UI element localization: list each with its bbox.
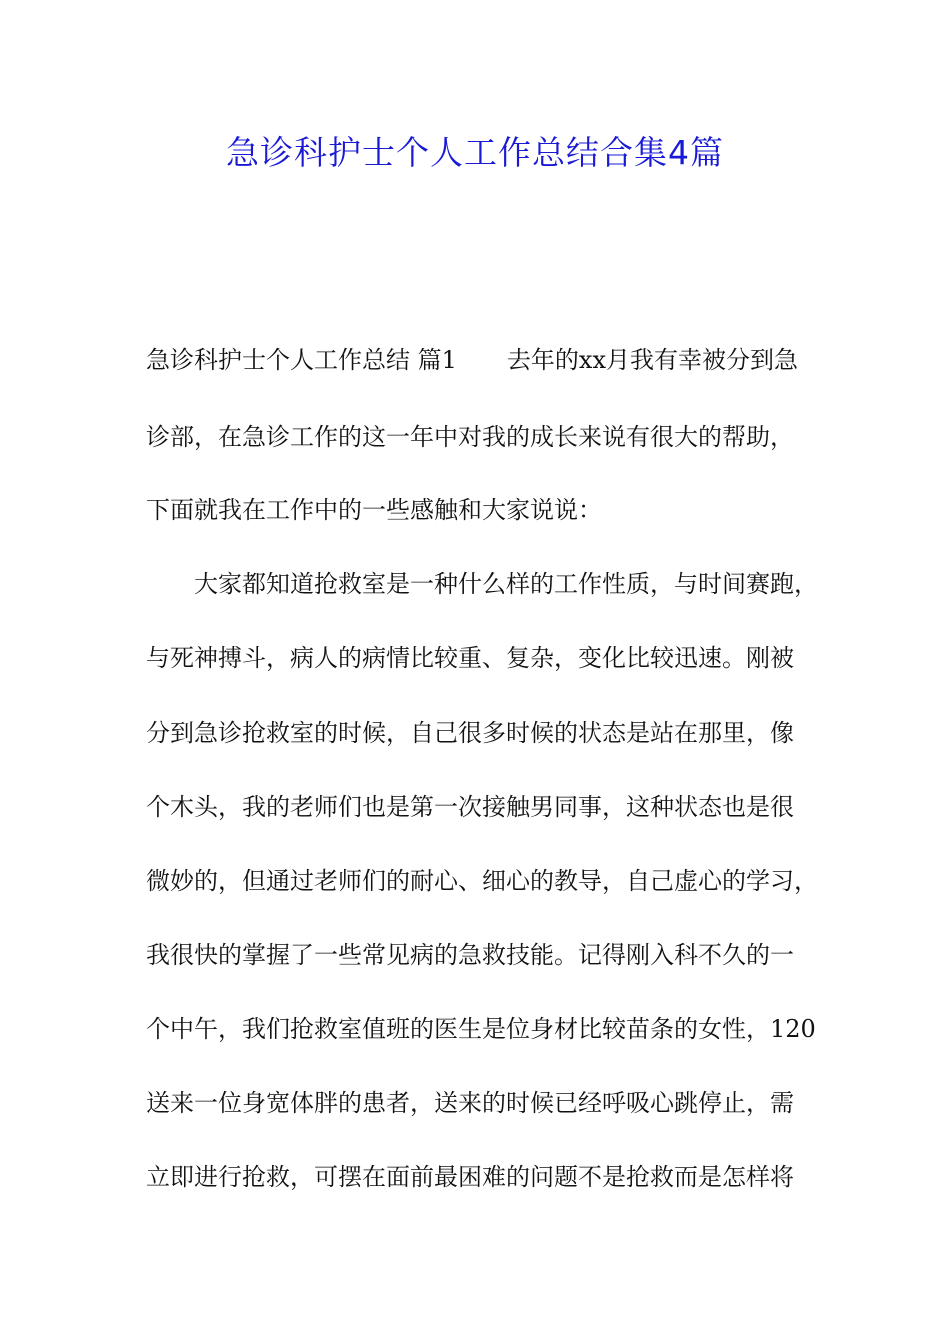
body-line-6: 分到急诊抢救室的时候，自己很多时候的状态是站在那里，像 [146,719,794,747]
body-line-12: 立即进行抢救，可摆在面前最困难的问题不是抢救而是怎样将 [146,1163,794,1191]
body-line-3: 下面就我在工作中的一些感触和大家说说： [146,496,602,524]
body-line-4: 大家都知道抢救室是一种什么样的工作性质，与时间赛跑， [194,570,818,598]
body-line-8: 微妙的，但通过老师们的耐心、细心的教导，自己虚心的学习， [146,867,818,895]
body-line-5: 与死神搏斗，病人的病情比较重、复杂，变化比较迅速。刚被 [146,644,794,672]
body-line-11: 送来一位身宽体胖的患者，送来的时候已经呼吸心跳停止，需 [146,1089,794,1117]
body-line-9: 我很快的掌握了一些常见病的急救技能。记得刚入科不久的一 [146,941,794,969]
body-line-1 [146,343,798,377]
body-line-1-text: 去年的xx月我有幸被分到急 [506,346,798,374]
body-line-2: 诊部，在急诊工作的这一年中对我的成长来说有很大的帮助， [146,423,794,451]
document-title: 急诊科护士个人工作总结合集4篇 [226,133,724,172]
body-line-10: 个中午，我们抢救室值班的医生是位身材比较苗条的女性，120 [146,1015,816,1043]
body-line-7: 个木头，我的老师们也是第一次接触男同事，这种状态也是很 [146,793,794,821]
section-heading: 急诊科护士个人工作总结 篇1 [146,346,457,374]
